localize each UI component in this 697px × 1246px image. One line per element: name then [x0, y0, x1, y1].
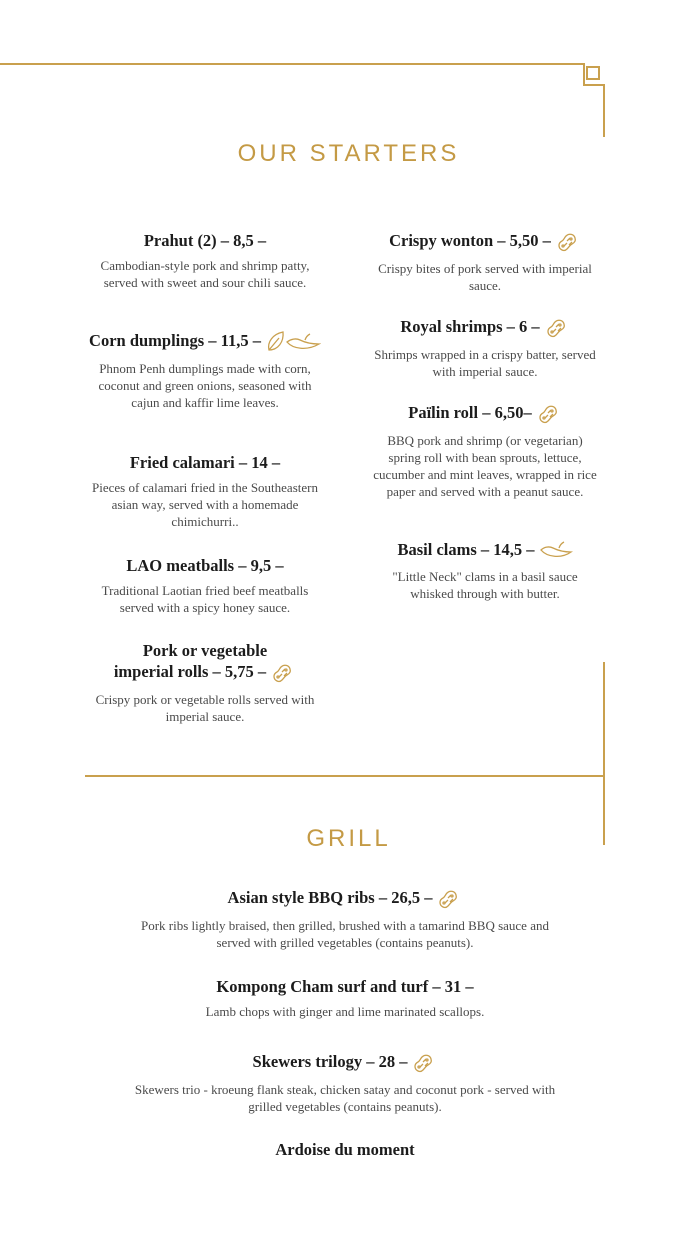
menu-item-name-row — [365, 316, 605, 340]
menu-item-description: Pork ribs lightly braised, then grilled, brushed with a tamarind BBQ sauce and served with grilled vegetables (contains peanuts). — [141, 918, 549, 951]
peanut-icon — [536, 402, 562, 426]
menu-item-name: Fried calamari – 14 – — [129, 453, 281, 472]
menu-item-name: LAO meatballs – 9,5 – — [126, 556, 284, 575]
top-frame-corner-vertical — [583, 63, 585, 85]
menu-item-name: Ardoise du moment — [275, 1140, 415, 1159]
menu-item — [85, 555, 325, 616]
menu-item-name-row — [120, 1139, 570, 1160]
menu-item-name-row — [120, 887, 570, 911]
menu-item-name: Prahut (2) – 8,5 – — [143, 231, 267, 250]
menu-item-name-row — [365, 539, 605, 562]
menu-item-description: "Little Neck" clams in a basil sauce whisked through with butter. — [392, 569, 578, 602]
menu-item — [365, 539, 605, 602]
top-frame-corner-horizontal — [583, 84, 605, 86]
top-frame-line — [0, 63, 584, 65]
menu-item — [365, 230, 605, 294]
menu-item — [85, 452, 325, 530]
peanut-icon — [436, 887, 462, 911]
middle-frame-line — [85, 775, 605, 777]
menu-item-name: Corn dumplings – 11,5 – — [89, 331, 261, 350]
menu-item — [85, 640, 325, 725]
peanut-icon — [555, 230, 581, 254]
menu-item — [85, 330, 325, 411]
right-frame-line-middle — [603, 662, 605, 845]
menu-item-description: Phnom Penh dumplings made with corn, coconut and green onions, seasoned with cajun and kaffir lime leaves. — [98, 361, 312, 411]
menu-item — [85, 230, 325, 291]
menu-item-description: Traditional Laotian fried beef meatballs served with a spicy honey sauce. — [101, 583, 309, 615]
peanut-icon — [270, 661, 296, 685]
menu-item-description: Crispy pork or vegetable rolls served with imperial sauce. — [95, 692, 315, 725]
menu-item-name: Skewers trilogy – 28 – — [252, 1052, 408, 1071]
menu-item-name: Royal shrimps – 6 – — [400, 317, 540, 336]
menu-item-description: Lamb chops with ginger and lime marinated scallops. — [205, 1004, 485, 1019]
leaf-chili-icon — [265, 330, 321, 354]
menu-item-name: Crispy wonton – 5,50 – — [389, 231, 551, 250]
menu-item-name-row — [120, 976, 570, 997]
menu-item-description: BBQ pork and shrimp (or vegetarian) spring roll with bean sprouts, lettuce, cucumber and mint leaves, wrapped in rice paper and served with a peanut sauce. — [373, 433, 597, 500]
menu-item — [365, 316, 605, 380]
menu-item-name: Basil clams – 14,5 – — [397, 540, 535, 559]
menu-item-name-row — [85, 330, 325, 354]
grill-title: GRILL — [306, 825, 391, 852]
menu-item — [120, 976, 570, 1020]
menu-item — [120, 1051, 570, 1115]
menu-item-name: Kompong Cham surf and turf – 31 – — [216, 977, 474, 996]
menu-item-name: imperial rolls – 5,75 – — [113, 662, 267, 681]
menu-item-description: Shrimps wrapped in a crispy batter, served with imperial sauce. — [374, 347, 596, 380]
menu-item-name: Asian style BBQ ribs – 26,5 – — [227, 888, 433, 907]
menu-item-description: Pieces of calamari fried in the Southeastern asian way, served with a homemade chimichurri.. — [92, 480, 318, 529]
right-frame-line-top — [603, 84, 605, 137]
starters-title: OUR STARTERS — [237, 140, 460, 167]
menu-item-name-row — [120, 1051, 570, 1075]
menu-item-name-row — [85, 555, 325, 576]
menu-item-name-row — [85, 661, 325, 685]
menu-item — [365, 402, 605, 500]
menu-item-name-row — [365, 230, 605, 254]
menu-item-description: Skewers trio - kroeung flank steak, chicken satay and coconut pork - served with grilled vegetables (contains peanuts). — [134, 1082, 556, 1115]
menu-item — [120, 1139, 570, 1160]
chili-icon — [539, 540, 573, 562]
menu-item-description: Crispy bites of pork served with imperial sauce. — [378, 261, 592, 294]
menu-item-description: Cambodian-style pork and shrimp patty, served with sweet and sour chili sauce. — [100, 258, 310, 290]
peanut-icon — [411, 1051, 437, 1075]
corner-ornament-icon — [586, 66, 600, 80]
menu-item-name-line1: Pork or vegetable — [142, 641, 268, 660]
menu-item-name-row — [85, 230, 325, 251]
menu-item-name-row — [365, 402, 605, 426]
peanut-icon — [544, 316, 570, 340]
menu-item-name-row — [85, 452, 325, 473]
menu-item-name: Païlin roll – 6,50– — [408, 403, 532, 422]
menu-item — [120, 887, 570, 951]
